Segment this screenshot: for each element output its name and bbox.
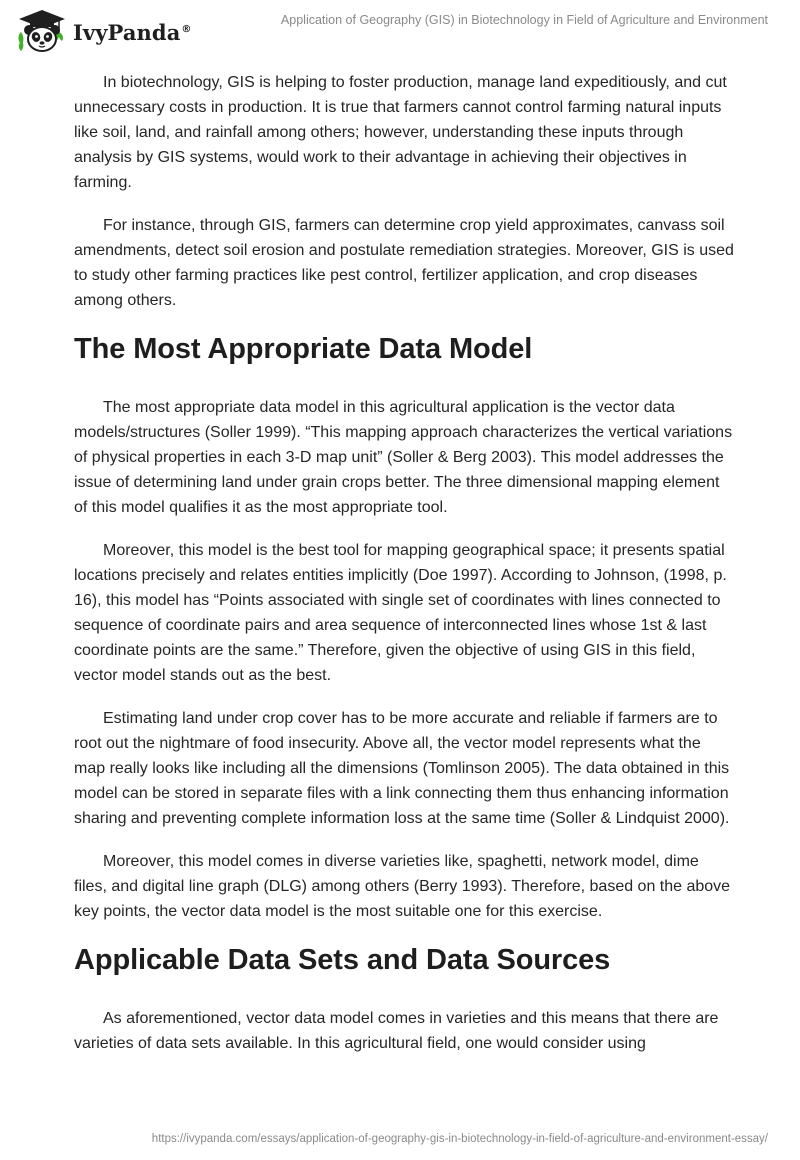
heading-data-model: The Most Appropriate Data Model <box>74 333 533 365</box>
paragraph-gis-farming-uses: For instance, through GIS, farmers can determine crop yield approximates, canvass soil amendments, detect soil erosion and postulate remediation strategies. Moreover, GIS is used to study other farming practices like pest control, fertilizer application, and crop diseases among others. <box>74 217 734 309</box>
paragraph-model-varieties: Moreover, this model comes in diverse varieties like, spaghetti, network model, dime files, and digital line graph (DLG) among others (Berry 1993). Therefore, based on the above key points, the vector data model is the most suitable one for this exercise. <box>74 853 731 920</box>
source-url[interactable]: https://ivypanda.com/essays/application-of-geography-gis-in-biotechnology-in-field-of-agriculture-and-environment-essay/ <box>151 1133 768 1145</box>
paragraph-vector-model: The most appropriate data model in this agricultural application is the vector data models/structures (Soller 1999). “This mapping approach characterizes the vertical variations of physical properties in each 3-D map unit” (Soller & Berg 2003). This model addresses the issue of determining land under grain crops better. The three dimensional mapping element of this model qualifies it as the most appropriate tool. <box>74 399 733 516</box>
heading-data-sets: Applicable Data Sets and Data Sources <box>74 944 611 976</box>
brand-name-text: IvyPanda <box>73 19 181 45</box>
brand-name <box>73 20 192 45</box>
page-header <box>0 0 800 60</box>
ivypanda-logo[interactable] <box>15 8 192 54</box>
paragraph-mapping-space: Moreover, this model is the best tool for mapping geographical space; it presents spatial locations precisely and relates entities implicitly (Doe 1997). According to Johnson, (1998, p. 16), this model has “Points associated with single set of coordinates with lines connected to sequence of coordinate pairs and area sequence of interconnected lines whose 1st & last coordinate points are the same.” Therefore, given the objective of using GIS in this field, vector model stands out as the best. <box>74 542 727 684</box>
paragraph-crop-cover: Estimating land under crop cover has to be more accurate and reliable if farmers are to root out the nightmare of food insecurity. Above all, the vector model represents what the map really looks like including all the dimensions (Tomlinson 2005). The data obtained in this model can be stored in separate files with a link connecting them thus enhancing information sharing and preventing complete information loss at the same time (Soller & Lindquist 2000). <box>74 710 730 827</box>
paragraph-data-sets: As aforementioned, vector data model comes in varieties and this means that there are varieties of data sets available. In this agricultural field, one would consider using <box>74 1010 719 1052</box>
document-title: Application of Geography (GIS) in Biotechnology in Field of Agriculture and Environment <box>280 13 768 27</box>
panda-graduate-icon <box>15 8 69 54</box>
paragraph-gis-biotechnology: In biotechnology, GIS is helping to foster production, manage land expeditiously, and cut unnecessary costs in production. It is true that farmers cannot control farming natural inputs like soil, land, and rainfall among others; however, understanding these inputs through analysis by GIS systems, would work to their advantage in achieving their objectives in farming. <box>74 74 727 191</box>
registered-mark: ® <box>181 23 192 35</box>
essay-content <box>74 70 734 1074</box>
